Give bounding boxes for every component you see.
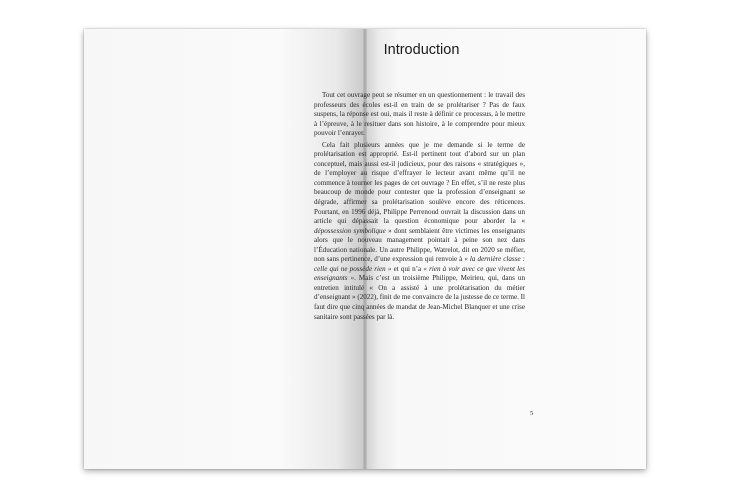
paragraph-1 (314, 91, 525, 139)
body-text (314, 91, 525, 322)
text-run: » dont semblaient être victimes les enseignants alors que le nouveau management pointait à peine son nez dans l’Éducation nationale. Un autre Philippe, Watrelot, dit en 2020 se méfier, non sans pertinence, d’une expression qui renvoie à (314, 226, 525, 264)
italic-run: dépossession symbolique (314, 226, 386, 235)
italic-quote: « rien à voir avec ce que vivent les enseignants » (314, 264, 526, 283)
text-run: Tout cet ouvrage peut se résumer en un questionnement : le travail des professeurs des écoles est-il en train de se prolétariser ? Pas de faux suspens, la réponse est oui, mais il reste à définir ce processus, à le mettre à l’épreuve, à le resituer dans son histoire, à le comprendre pour mieux pouvoir l’enrayer. (314, 91, 525, 138)
text-run: Cela fait plusieurs années que je me demande si le terme de prolétarisation est approprié. Est-il pertinent tout d’abord sur un plan conceptuel, mais aussi est-il judicieux, pour des raisons « stratégiques », de l’employer au risque d’effrayer le lecteur avant même qu’il ne commence à tourner les pages de cet ouvrage ? En effet, s’il ne reste plus beaucoup de monde pour contester que la profession d’enseignant se dégrade, affirmer sa prolétarisation soulève encore des réticences. Pourtant, en 1996 déjà, Philippe Perrenoud ouvrait la discussion dans un article qui dépassait la question économique pour aborder la « (314, 140, 525, 226)
italic-quote: « la dernière classe : celle qui ne possède rien » (314, 255, 525, 273)
page-number: 5 (530, 410, 534, 417)
text-run: . Mais c’est un troisième Philippe, Meirieu, qui, dans un entretien intitulé « On a assisté à une prolétarisation du métier d’enseignant » (2022), finit de me convaincre de la justesse de ce terme. Il faut dire que cinq années de mandat de Jean-Michel Blanquer et une crise sanitaire sont passées par là. (314, 274, 525, 321)
paragraph-2 (314, 141, 525, 322)
text-run: et qui n’a (391, 264, 424, 273)
chapter-title: Introduction (383, 42, 460, 58)
